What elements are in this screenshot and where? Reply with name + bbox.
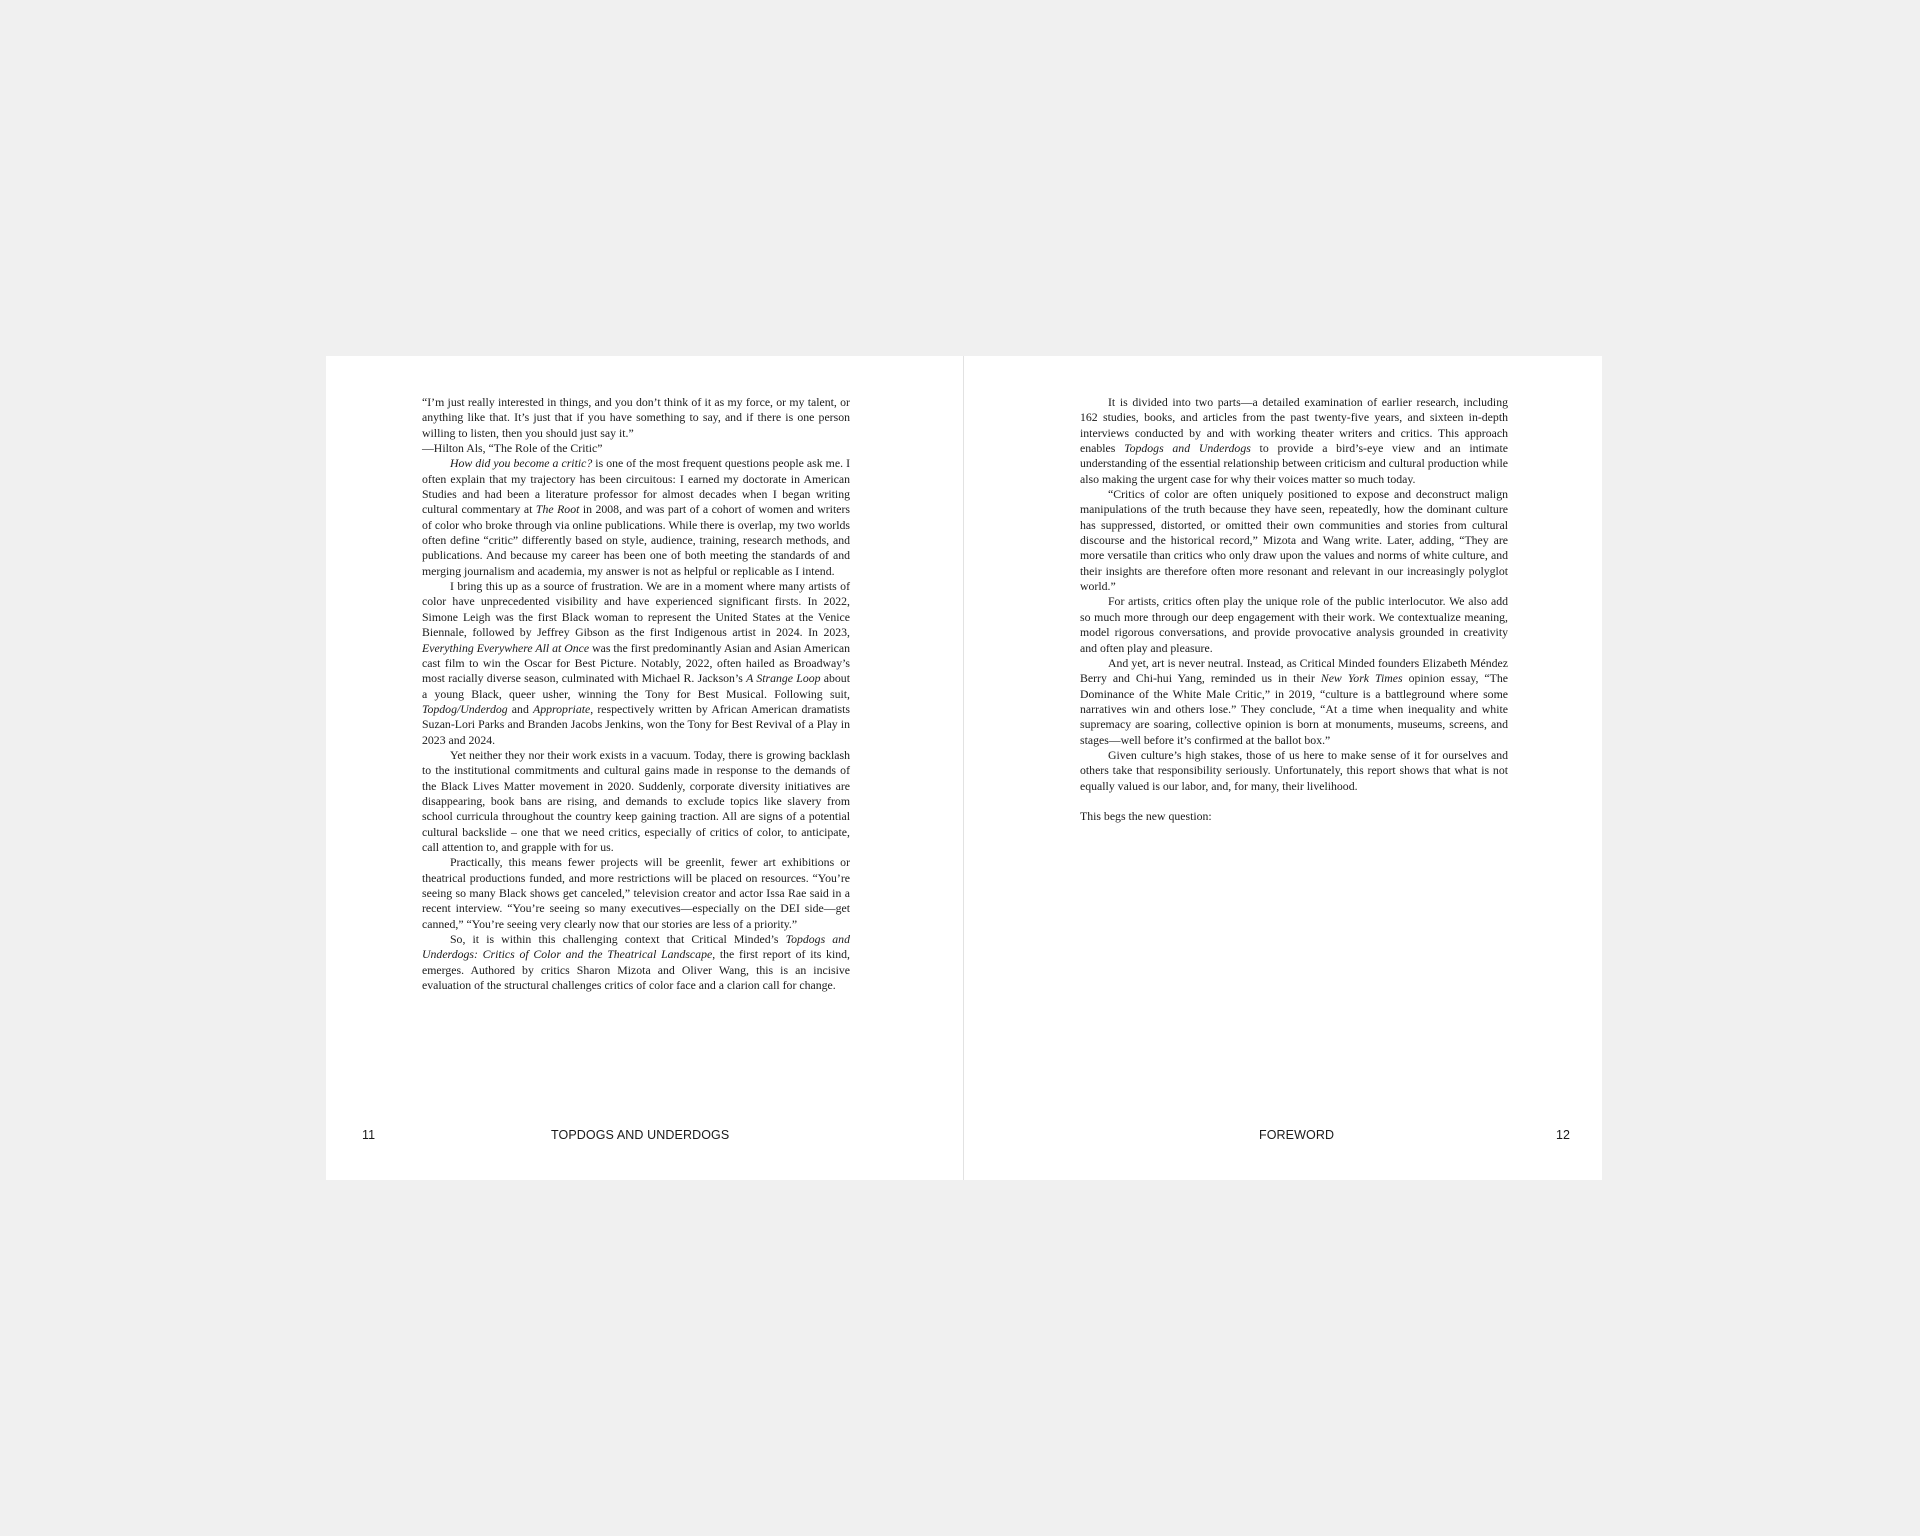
- play-title: Appropriate: [533, 701, 591, 716]
- paragraph: Given culture’s high stakes, those of us here to make sense of it for ourselves and others take that responsibility seriously. Unfortunately, this report shows that what is not equally valued is our labor, and, for many, their livelihood.: [1080, 747, 1508, 793]
- report-title: Topdogs and Underdogs: Critics of Color and the Theatrical Landscape: [422, 932, 850, 962]
- paragraph-text: is one of the most frequent questions people ask me. I often explain that my trajectory has been circuitous: I earned my doctorate in American Studies and had been a literature professor for almost decades when I began writing cultural commentary at: [422, 456, 850, 517]
- paragraph-text: And yet, art is never neutral. Instead, as Critical Minded founders Elizabeth Méndez Berry and Chi-hui Yang, reminded us in their: [1080, 655, 1508, 686]
- running-head: TOPDOGS AND UNDERDOGS: [551, 1128, 730, 1142]
- right-page: [964, 356, 1602, 1180]
- paragraph-text: was the first predominantly Asian and Asian American cast film to win the Oscar for Best Picture. Notably, 2022, often hailed as Broadway’s most racially diverse season, culminated with Michael R. Jackson’s: [422, 640, 850, 686]
- film-title: Everything Everywhere All at Once: [422, 640, 590, 655]
- running-head: FOREWORD: [1259, 1128, 1335, 1142]
- book-spread: [326, 356, 1602, 1180]
- play-title: Topdog/Underdog: [422, 701, 508, 716]
- epigraph-attribution: —Hilton Als, “The Role of the Critic”: [422, 441, 603, 456]
- paragraph-text: about a young Black, queer usher, winning the Tony for Best Musical. Following suit,: [422, 671, 850, 701]
- paragraph: “Critics of color are often uniquely positioned to expose and deconstruct malign manipulations of the truth because they have seen, repeatedly, how the dominant culture has suppressed, distorted, or omitted their own communities and stories from cultural discourse and the historical record,” Mizota and Wang write. Later, adding, “They are more versatile than critics who only draw upon the values and norms of white culture, and their insights are therefore often more resonant and relevant in our increasingly polyglot world.”: [1080, 487, 1508, 594]
- paragraph-text: So, it is within this challenging context that Critical Minded’s: [450, 932, 786, 947]
- paragraph-text: in 2008, and was part of a cohort of women and writers of color who broke through via online publications. While there is overlap, my two worlds often define “critic” differently based on style, audience, training, research methods, and publications. And because my career has been one of both meeting the standards of and merging journalism and academia, my answer is not as helpful or replicable as I intend.: [422, 502, 850, 578]
- paragraph: [1080, 656, 1508, 748]
- publication-title: New York Times: [1320, 671, 1403, 686]
- closing-line: This begs the new question:: [1080, 808, 1212, 823]
- paragraph-text: I bring this up as a source of frustration. We are in a moment where many artists of color have unprecedented visibility and have experienced significant firsts. In 2022, Simone Leigh was the first Black woman to represent the United States at the Venice Biennale, followed by Jeffrey Gibson as the first Indigenous artist in 2024. In 2023,: [422, 579, 850, 640]
- epigraph: “I’m just really interested in things, and you don’t think of it as my force, or my talent, or anything like that. It’s just that if you have something to say, and if there is one person willing to listen, then you should just say it.”: [422, 395, 850, 440]
- page-number: 11: [362, 1128, 376, 1142]
- paragraph-text: It is divided into two parts—a detailed examination of earlier research, including 162 studies, books, and articles from the past twenty-five years, and sixteen in-depth interviews conducted by and with working theater writers and critics. This approach enables: [1080, 395, 1508, 456]
- paragraph: [1080, 395, 1508, 487]
- paragraph: [422, 456, 850, 579]
- left-page: [326, 356, 964, 1180]
- paragraph: Yet neither they nor their work exists in a vacuum. Today, there is growing backlash to the institutional commitments and cultural gains made in response to the demands of the Black Lives Matter movement in 2020. Suddenly, corporate diversity initiatives are disappearing, book bans are rising, and demands to exclude topics like slavery from school curricula throughout the country keep gaining traction. All are signs of a potential cultural backslide – one that we need critics, especially of critics of color, to anticipate, call attention to, and grapple with for us.: [422, 747, 850, 854]
- paragraph: [422, 932, 850, 993]
- page-number: 12: [1556, 1128, 1571, 1142]
- right-page-body: [1080, 395, 1508, 824]
- left-page-body: [422, 395, 850, 993]
- report-title: Topdogs and Underdogs: [1124, 441, 1251, 456]
- paragraph: For artists, critics often play the unique role of the public interlocutor. We also add so much more through our deep engagement with their work. We contextualize meaning, model rigorous conversations, and provide provocative analysis grounded in creativity and often play and pleasure.: [1080, 594, 1508, 655]
- paragraph-text: to provide a bird’s-eye view and an intimate understanding of the essential relationship between criticism and cultural production while also making the urgent case for why their voices matter so much today.: [1080, 441, 1508, 486]
- publication-title: The Root: [535, 502, 580, 517]
- paragraph: Practically, this means fewer projects will be greenlit, fewer art exhibitions or theatrical productions funded, and more restrictions will be placed on resources. “You’re seeing so many Black shows get canceled,” television creator and actor Issa Rae said in a recent interview. “You’re seeing so many executives—especially on the DEI side—get canned,” “You’re seeing very clearly now that our stories are less of a priority.”: [422, 855, 850, 931]
- play-title: A Strange Loop: [746, 671, 821, 686]
- paragraph-text: and: [507, 701, 533, 716]
- paragraph-text: , the first report of its kind, emerges. Authored by critics Sharon Mizota and Oliver Wang, this is an incisive evaluation of the structural challenges critics of color face and a clarion call for change.: [422, 947, 850, 993]
- italic-phrase: How did you become a critic?: [450, 456, 593, 471]
- paragraph-text: opinion essay, “The Dominance of the White Male Critic,” in 2019, “culture is a battleground where some narratives win and others lose.” They conclude, “At a time when inequality and white supremacy are soaring, collective opinion is born at monuments, museums, screens, and stages—well before it’s confirmed at the ballot box.”: [1080, 671, 1508, 747]
- paragraph-text: , respectively written by African American dramatists Suzan-Lori Parks and Branden Jacobs Jenkins, won the Tony for Best Revival of a Play in 2023 and 2024.: [422, 701, 850, 747]
- paragraph: [422, 579, 850, 748]
